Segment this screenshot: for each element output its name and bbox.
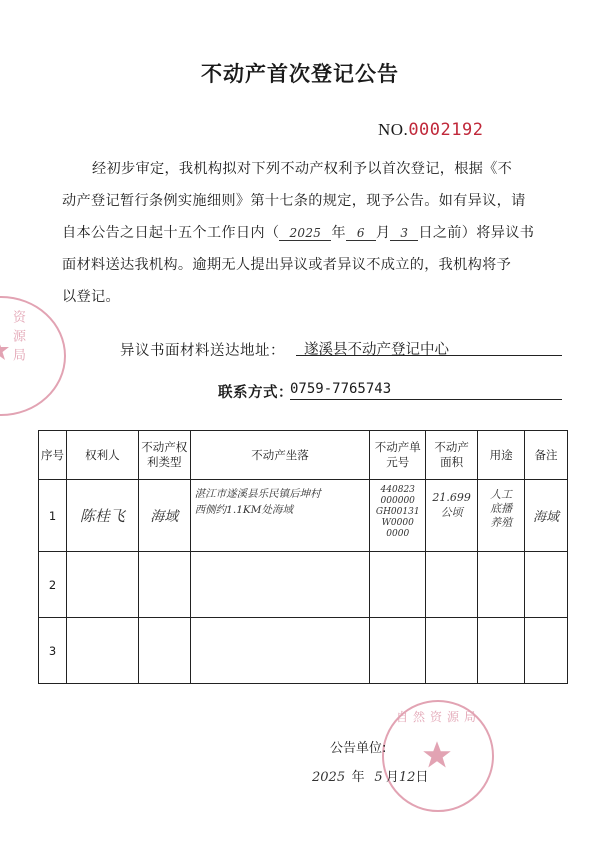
- serial-number: [378, 120, 483, 140]
- row1-unit-no-3: GH00131: [375, 507, 420, 517]
- address-value: 遂溪县不动产登记中心: [296, 338, 562, 356]
- row1-remark: 海域: [525, 480, 568, 552]
- row1-seq: 1: [39, 480, 67, 552]
- row1-unit-no-4: W0000: [381, 518, 414, 528]
- row2-seq: 2: [39, 552, 67, 618]
- row1-usage-3: 养殖: [490, 516, 513, 529]
- header-remark: 备注: [525, 431, 568, 480]
- issuer-label: 公告单位:: [330, 741, 387, 756]
- issue-month: 5: [374, 770, 383, 785]
- right-seal-text: 自然资源局: [396, 710, 482, 724]
- row1-usage: [478, 480, 525, 552]
- header-owner: 权利人: [66, 431, 138, 480]
- serial-value: 0002192: [408, 120, 484, 140]
- left-seal: [0, 296, 66, 416]
- table-header-row: [39, 431, 568, 480]
- row1-location-line1: 湛江市遂溪县乐民镇后坤村: [194, 488, 321, 500]
- body-line-3: [62, 222, 562, 242]
- body-line-4: 面材料送达我机构。逾期无人提出异议或者异议不成立的，我机构将予: [62, 257, 512, 273]
- body-line-1: 经初步审定，我机构拟对下列不动产权利予以首次登记，根据《不: [92, 161, 513, 177]
- row1-area-unit: 公顷: [440, 506, 463, 519]
- issue-month-unit: 月: [385, 769, 399, 784]
- issue-date: [312, 766, 428, 785]
- row1-unit-no: [370, 480, 426, 552]
- row1-location-line2: 西侧约1.1KM处海域: [194, 504, 293, 516]
- header-right-type: 不动产权利类型: [138, 431, 190, 480]
- deadline-month-unit: 月: [375, 225, 391, 241]
- header-location: 不动产坐落: [190, 431, 370, 480]
- contact-value: 0759-7765743: [290, 381, 562, 400]
- deadline-day: 3: [390, 226, 418, 241]
- body-line-2: 动产登记暂行条例实施细则》第十七条的规定，现予公告。如有异议，请: [62, 193, 526, 209]
- row1-owner: 陈桂飞: [66, 480, 138, 552]
- issue-year-unit: 年: [351, 769, 365, 784]
- row1-area-value: 21.699: [432, 491, 471, 504]
- address-label: 异议书面材料送达地址：: [120, 343, 285, 359]
- table-row: [39, 552, 568, 618]
- row1-unit-no-2: 000000: [380, 496, 415, 506]
- row1-unit-no-1: 440823: [380, 485, 415, 495]
- body-line-3-start: 自本公告之日起十五个工作日内（: [62, 225, 280, 241]
- property-table: [38, 430, 568, 684]
- left-seal-text: 资源局: [10, 310, 25, 367]
- deadline-year: 2025: [279, 226, 331, 241]
- deadline-year-unit: 年: [331, 225, 346, 241]
- row1-unit-no-5: 0000: [386, 529, 410, 539]
- row1-right-type: 海域: [138, 480, 190, 552]
- row3-seq: 3: [39, 618, 67, 684]
- table-row: [39, 480, 568, 552]
- issue-day: 12: [398, 770, 416, 785]
- issue-year: 2025: [312, 770, 346, 785]
- row1-area: [426, 480, 478, 552]
- contact-label: 联系方式：: [218, 385, 293, 401]
- header-seq: 序号: [39, 431, 67, 480]
- table-row: [39, 618, 568, 684]
- right-seal: [382, 700, 494, 812]
- issue-day-unit: 日: [415, 769, 429, 784]
- header-usage: 用途: [478, 431, 525, 480]
- serial-prefix: NO.: [378, 120, 409, 139]
- row1-usage-2: 底播: [490, 502, 513, 515]
- body-line-3-end: 日之前）将异议书: [418, 225, 535, 241]
- row1-usage-1: 人工: [490, 488, 513, 501]
- deadline-month: 6: [346, 226, 376, 241]
- header-area: 不动产面积: [426, 431, 478, 480]
- body-line-5: 以登记。: [62, 289, 120, 305]
- header-unit-no: 不动产单元号: [370, 431, 426, 480]
- row1-location: [190, 480, 370, 552]
- page-title: 不动产首次登记公告: [201, 62, 399, 86]
